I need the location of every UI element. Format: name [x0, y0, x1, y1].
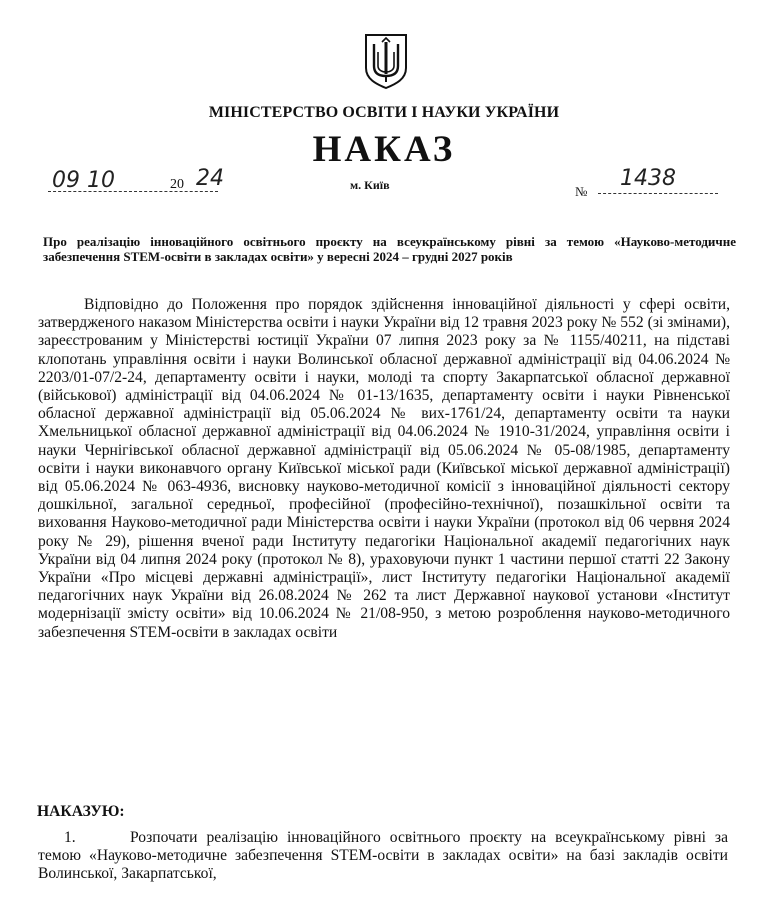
number-sign: № — [575, 184, 588, 199]
number-underline — [598, 193, 718, 194]
preamble-paragraph — [38, 296, 730, 642]
document-title: НАКАЗ — [312, 129, 456, 170]
coat-of-arms-emblem — [363, 32, 409, 90]
ministry-name: МІНІСТЕРСТВО ОСВІТИ І НАУКИ УКРАЇНИ — [208, 104, 560, 121]
order-heading: НАКАЗУЮ: — [37, 803, 125, 820]
date-underline — [48, 191, 218, 192]
handwritten-date: 09 10 — [52, 168, 115, 193]
preamble-text: Відповідно до Положення про порядок здійснення інноваційної діяльності у сфері освіти, затвердженого наказом Міністерства освіти і науки України від 12 травня 2023 року № 552 (зі змінами), зареєстрованим у Міністерстві юстиції України 07 липня 2023 року за № 1155/40211, на підставі клопотань управління освіти і науки Волинської обласної державної адміністрації від 04.06.2024 № 2203/01-07/2-24, департаменту освіти і науки, молоді та спорту Закарпатської обласної державної (військової) адміністрації від 04.06.2024 № 01-13/1635, департаменту освіти і науки Рівненської обласної державної адміністрації від 05.06.2024 № вих-1761/24, департаменту освіти та науки Хмельницької обласної державної адміністрації від 04.06.2024 № 1910-31/2024, управління освіти і науки Чернігівської обласної державної адміністрації від 05.06.2024 № 05-08/1985, департаменту освіти і науки виконавчого органу Київської міської ради (Київської міської державної адміністрації) від 05.06.2024 № 063-4936, висновку науково-методичної комісії з інноваційної діяльності сектору дошкільної, загальної середньої, професійної (професійно-технічної), позашкільної освіти та виховання Науково-методичної ради Міністерства освіти і науки України (протокол від 06 червня 2024 року № 29), рішення вченої ради Інституту педагогіки Національної академії педагогічних наук України від 04 липня 2024 року (протокол № 8), ураховуючи пункт 1 частини першої статті 22 Закону України «Про місцеві державні адміністрації», лист Інституту педагогіки Національної академії педагогічних наук України від 26.08.2024 № 262 та лист Державної наукової установи «Інститут модернізації змісту освіти» від 10.06.2024 № 21/08-950, з метою розроблення науково-методичного забезпечення STEM-освіти в закладах освіти — [38, 296, 730, 641]
city-label: м. Київ — [350, 178, 390, 192]
order-item-number: 1. — [64, 829, 76, 846]
year-prefix: 20 — [170, 177, 184, 192]
handwritten-order-number: 1438 — [620, 166, 676, 191]
order-item-text: Розпочати реалізацію інноваційного освітнього проєкту на всеукраїнському рівні за темою «Науково-методичне забезпечення STEM-освіти в закладах освіти» на базі закладів освіти Волинської, Закарпатської, — [38, 829, 728, 883]
order-subject: Про реалізацію інноваційного освітнього проєкту на всеукраїнському рівні за темою «Науково-методичне забезпечення STEM-освіти в закладах освіти» у вересні 2024 – грудні 2027 років — [43, 234, 736, 264]
order-item — [38, 829, 728, 884]
handwritten-year: 24 — [196, 166, 224, 191]
